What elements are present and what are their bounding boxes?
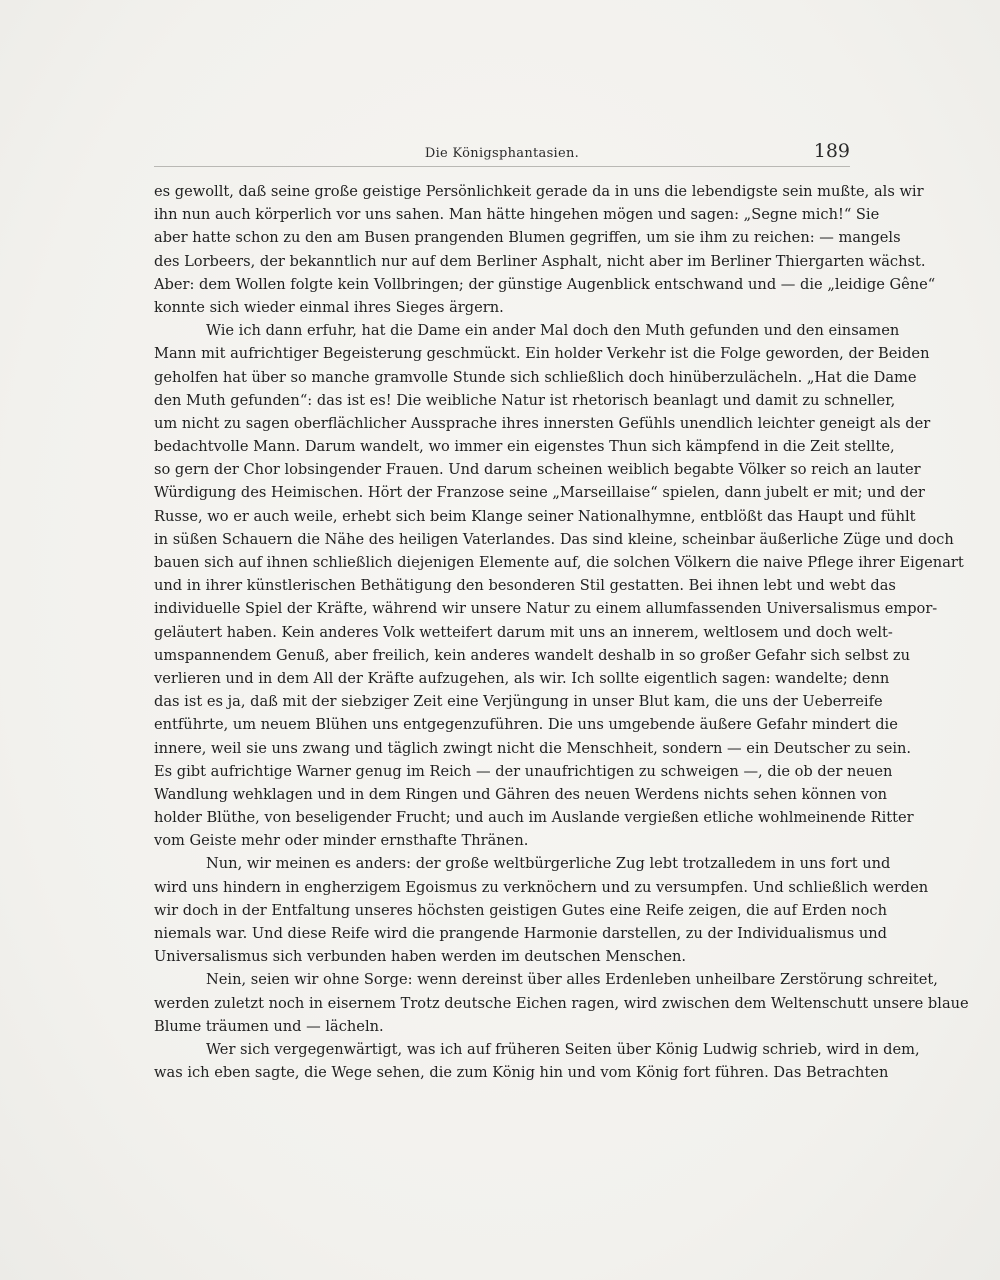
text-line: werden zuletzt noch in eisernem Trotz deutsche Eichen ragen, wird zwischen dem Weltenschutt unsere blaue — [154, 994, 969, 1012]
text-line: Es gibt aufrichtige Warner genug im Reich — der unaufrichtigen zu schweigen —, die ob der neuen — [154, 762, 893, 780]
text-line: Würdigung des Heimischen. Hört der Franzose seine „Marseillaise“ spielen, dann jubelt er mit; und der — [154, 484, 925, 502]
page-number: 189 — [813, 140, 850, 162]
header-rule — [154, 166, 850, 167]
running-title: Die Königsphantasien. — [424, 146, 580, 161]
text-line: innere, weil sie uns zwang und täglich zwingt nicht die Menschheit, sondern — ein Deutscher zu sein. — [154, 739, 912, 757]
text-line: vom Geiste mehr oder minder ernsthafte Thränen. — [154, 832, 529, 850]
text-line: Blume träumen und — lächeln. — [154, 1017, 384, 1035]
text-line: was ich eben sagte, die Wege sehen, die zum König hin und vom König fort führen. Das Betrachten — [154, 1064, 889, 1082]
text-line: konnte sich wieder einmal ihres Sieges ärgern. — [154, 298, 504, 316]
text-line: so gern der Chor lobsingender Frauen. Und darum scheinen weiblich begabte Völker so reich an lauter — [154, 461, 921, 479]
text-line: es gewollt, daß seine große geistige Persönlichkeit gerade da in uns die lebendigste sein mußte, als wir — [154, 183, 924, 200]
text-line: das ist es ja, daß mit der siebziger Zeit eine Verjüngung in unser Blut kam, die uns der Ueberreife — [154, 693, 883, 711]
text-line: ihn nun auch körperlich vor uns sahen. Man hätte hingehen mögen und sagen: „Segne mich!“ Sie — [154, 206, 880, 224]
text-line: Aber: dem Wollen folgte kein Vollbringen; der günstige Augenblick entschwand und — die „leidige Gêne“ — [154, 275, 936, 293]
text-line: entführte, um neuem Blühen uns entgegenzuführen. Die uns umgebende äußere Gefahr mindert die — [154, 716, 898, 734]
text-line: umspannendem Genuß, aber freilich, kein anderes wandelt deshalb in so großer Gefahr sich selbst zu — [154, 646, 911, 664]
text-line: Wandlung wehklagen und in dem Ringen und Gähren des neuen Werdens nichts sehen können von — [154, 785, 888, 803]
text-line: Universalismus sich verbunden haben werden im deutschen Menschen. — [154, 948, 687, 966]
paragraph-start: Wer sich vergegenwärtigt, was ich auf früheren Seiten über König Ludwig schrieb, wird in dem, — [206, 1040, 920, 1058]
paragraph-start: Nun, wir meinen es anders: der große weltbürgerliche Zug lebt trotzalledem in uns fort und — [206, 855, 891, 873]
text-line: Russe, wo er auch weile, erhebt sich beim Klange seiner Nationalhymne, entblößt das Haupt und fühlt — [154, 507, 916, 525]
text-line: wird uns hindern in engherzigem Egoismus zu verknöchern und zu versumpfen. Und schließlich werden — [154, 878, 929, 896]
text-line: bedachtvolle Mann. Darum wandelt, wo immer ein eigenstes Thun sich kämpfend in die Zeit stellte, — [154, 438, 895, 456]
text-line: verlieren und in dem All der Kräfte aufzugehen, als wir. Ich sollte eigentlich sagen: wandelte; denn — [154, 669, 890, 687]
body-text — [154, 180, 969, 1084]
text-line: geläutert haben. Kein anderes Volk wetteifert darum mit uns an innerem, weltlosem und doch welt- — [154, 623, 893, 641]
text-line: um nicht zu sagen oberflächlicher Aussprache ihres innersten Gefühls unendlich leichter geneigt als der — [154, 414, 931, 432]
text-line: in süßen Schauern die Nähe des heiligen Vaterlandes. Das sind kleine, scheinbar äußerliche Züge und doch — [154, 530, 954, 548]
paragraph-start: Wie ich dann erfuhr, hat die Dame ein ander Mal doch den Muth gefunden und den einsamen — [206, 322, 900, 340]
text-line: und in ihrer künstlerischen Bethätigung den besonderen Stil gestatten. Bei ihnen lebt und webt das — [154, 577, 896, 595]
text-line: bauen sich auf ihnen schließlich diejenigen Elemente auf, die solchen Völkern die naive Pflege ihrer Eigenart — [154, 554, 964, 571]
text-line: niemals war. Und diese Reife wird die prangende Harmonie darstellen, zu der Individualismus und — [154, 925, 887, 942]
text-line: des Lorbeers, der bekanntlich nur auf dem Berliner Asphalt, nicht aber im Berliner Thiergarten wächst. — [154, 252, 926, 270]
paragraph-start: Nein, seien wir ohne Sorge: wenn dereinst über alles Erdenleben unheilbare Zerstörung schreitet, — [206, 971, 938, 989]
text-line: den Muth gefunden“: das ist es! Die weibliche Natur ist rhetorisch beanlagt und damit zu schneller, — [154, 391, 896, 409]
text-line: geholfen hat über so manche gramvolle Stunde sich schließlich doch hinüberzulächeln. „Hat die Dame — [154, 368, 917, 386]
text-line: individuelle Spiel der Kräfte, während wir unsere Natur zu einem allumfassenden Universalismus empor- — [154, 600, 938, 618]
text-line: holder Blüthe, von beseligender Frucht; und auch im Auslande vergießen etliche wohlmeinende Ritter — [154, 809, 914, 827]
text-line: Mann mit aufrichtiger Begeisterung geschmückt. Ein holder Verkehr ist die Folge geworden, der Beiden — [154, 345, 930, 363]
text-line: aber hatte schon zu den am Busen prangenden Blumen gegriffen, um sie ihm zu reichen: — mangels — [154, 229, 901, 247]
text-line: wir doch in der Entfaltung unseres höchsten geistigen Gutes eine Reife zeigen, die auf Erden noch — [154, 901, 887, 919]
